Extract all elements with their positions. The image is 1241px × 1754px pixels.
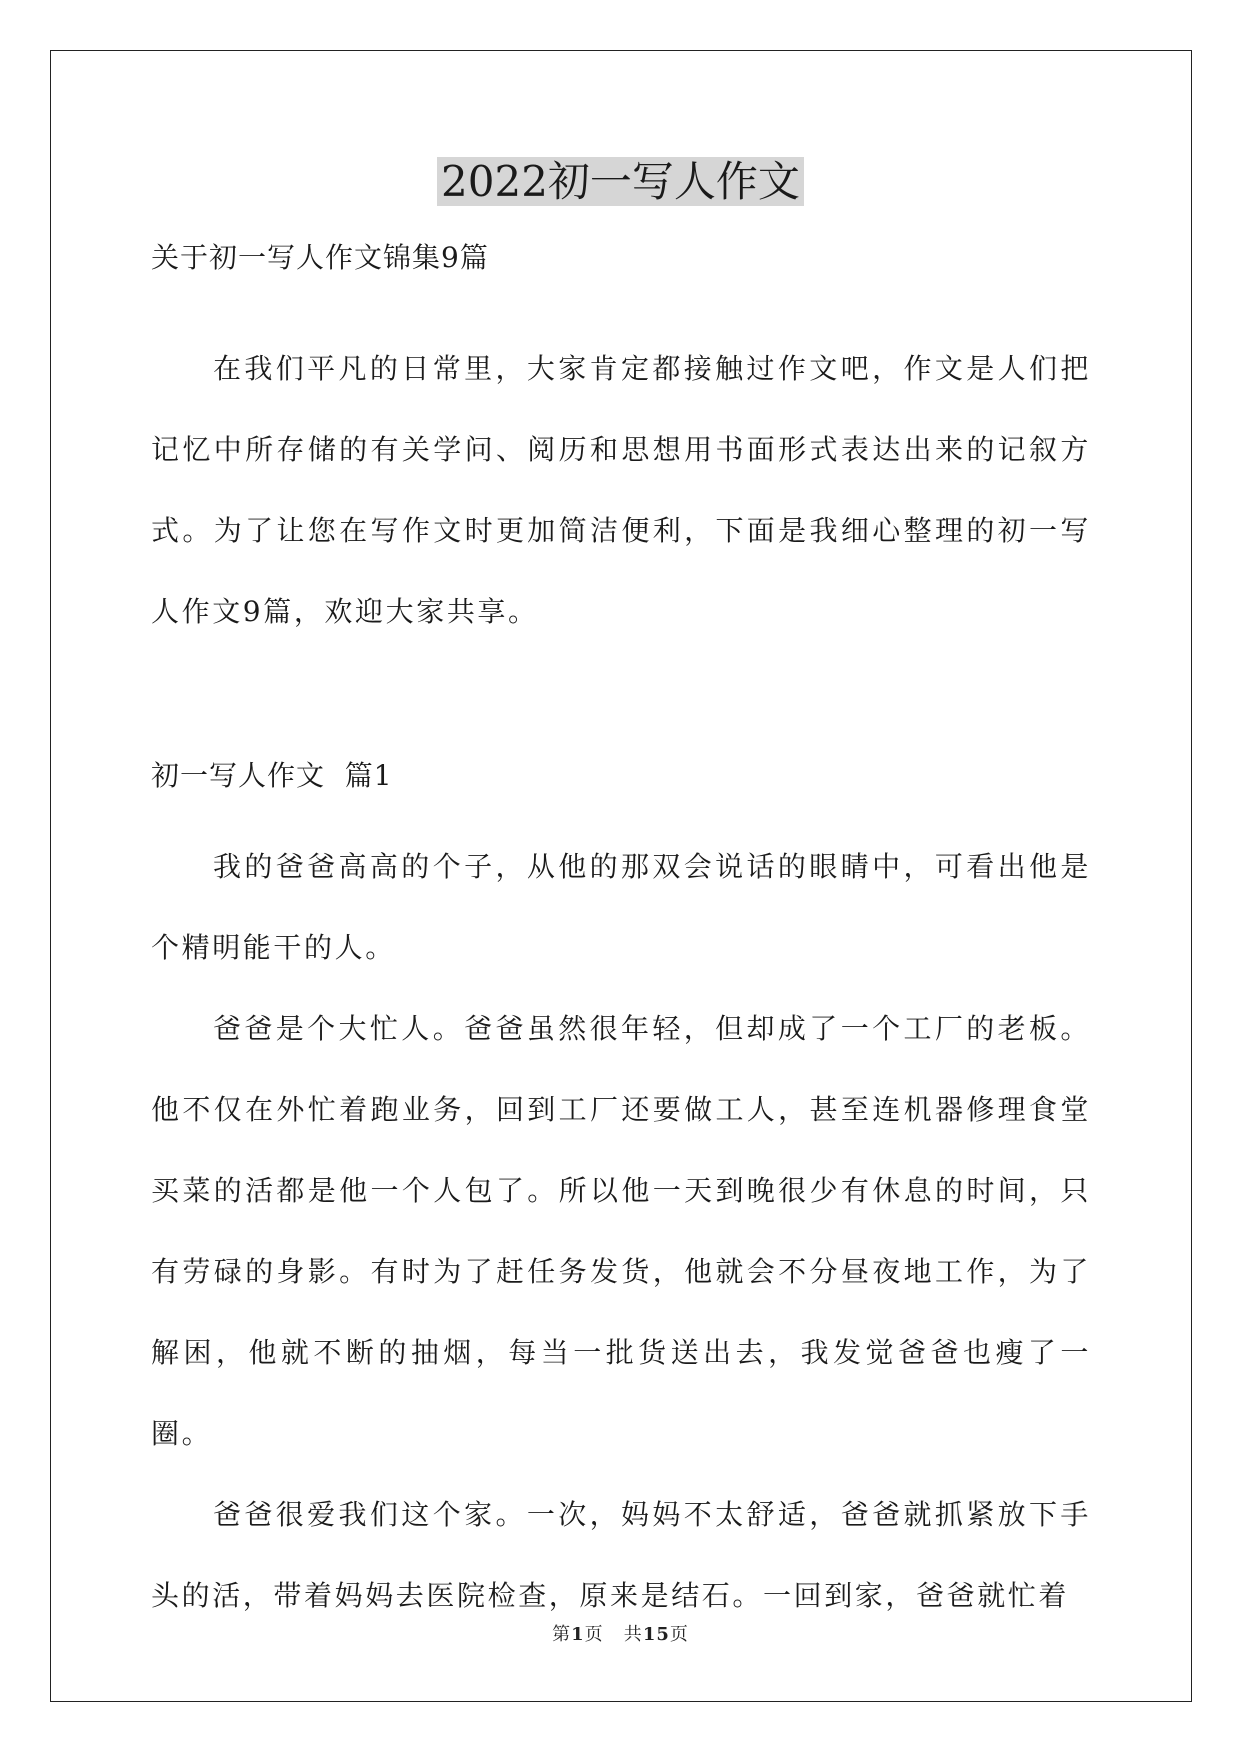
footer-page-prefix: 第 — [552, 1624, 572, 1645]
section-heading: 初一写人作文 篇1 — [151, 759, 393, 792]
footer-total-pages: 15 — [642, 1624, 670, 1645]
page-footer — [0, 1620, 1241, 1646]
intro-paragraph: 在我们平凡的日常里，大家肯定都接触过作文吧，作文是人们把记忆中所存储的有关学问、阅历和思想用书面形式表达出来的记叙方式。为了让您在写作文时更加简洁便利，下面是我细心整理的初一写人作文9篇，欢迎大家共享。 — [151, 352, 1091, 628]
intro-block — [151, 328, 1091, 652]
document-title — [0, 152, 1241, 212]
essay-paragraph-2: 爸爸是个大忙人。爸爸虽然很年轻，但却成了一个工厂的老板。他不仅在外忙着跑业务，回到工厂还要做工人，甚至连机器修理食堂买菜的活都是他一个人包了。所以他一天到晚很少有休息的时间，只有劳碌的身影。有时为了赶任务发货，他就会不分昼夜地工作，为了解困，他就不断的抽烟，每当一批货送出去，我发觉爸爸也瘦了一圈。 — [151, 1012, 1091, 1450]
document-subtitle: 关于初一写人作文锦集9篇 — [151, 241, 489, 274]
footer-page-number: 1 — [571, 1624, 585, 1645]
footer-page-suffix: 页 — [669, 1624, 689, 1645]
essay-paragraph-1: 我的爸爸高高的个子，从他的那双会说话的眼睛中，可看出他是个精明能干的人。 — [151, 850, 1091, 964]
footer-page-mid: 页 共 — [584, 1624, 643, 1645]
essay-paragraph-3: 爸爸很爱我们这个家。一次，妈妈不太舒适，爸爸就抓紧放下手头的活，带着妈妈去医院检查，原来是结石。一回到家，爸爸就忙着 — [151, 1498, 1091, 1612]
essay-body — [151, 826, 1091, 1636]
document-title-text: 2022初一写人作文 — [437, 157, 804, 206]
